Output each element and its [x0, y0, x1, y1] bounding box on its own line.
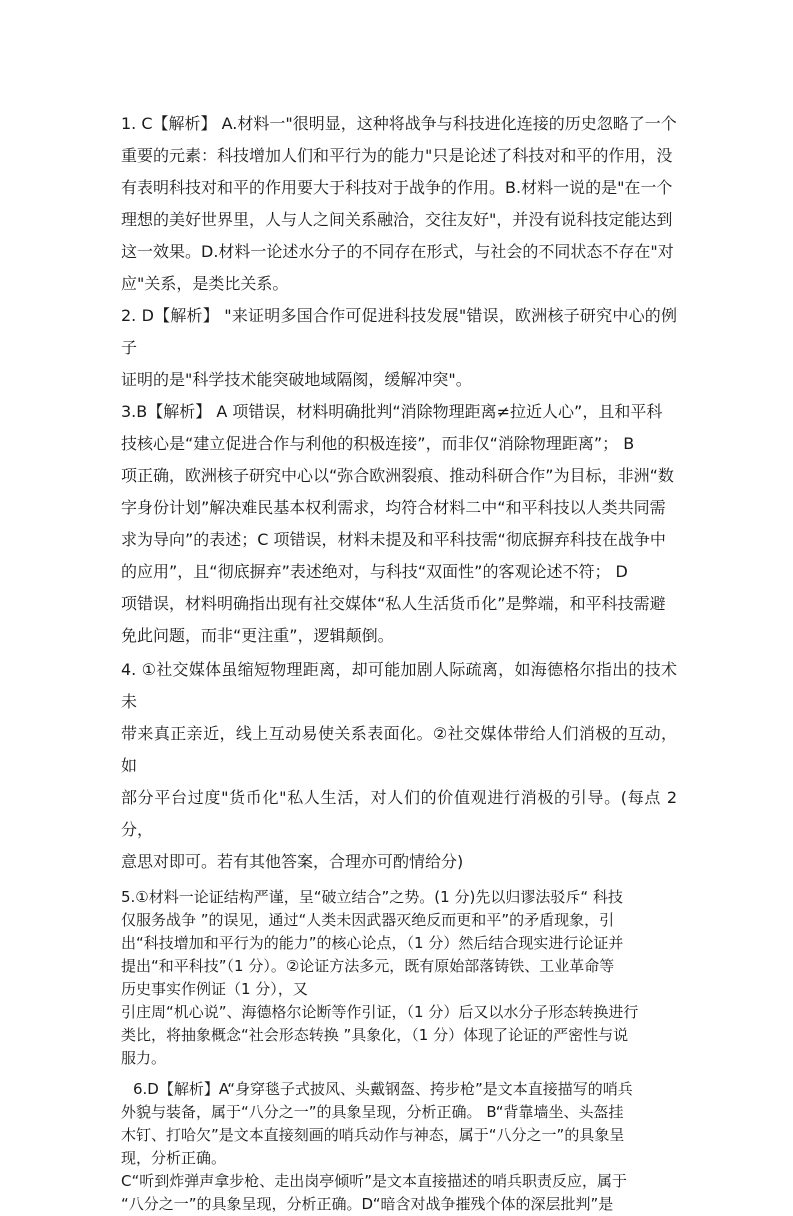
answer-document — [121, 108, 677, 1216]
answer-1 — [121, 108, 677, 300]
answer-6 — [121, 1078, 677, 1216]
answer-3-line: 字身份计划”解决难民基本权利需求，均符合材料二中“和平科技以人类共同需 — [121, 498, 666, 517]
answer-1-line: 1. C【解析】 A.材料一"很明显，这种将战争与科技进化连接的历史忽略了一个 — [121, 114, 677, 133]
answer-1-line: 应"关系，是类比关系。 — [121, 274, 289, 293]
answer-4-line: 带来真正亲近，线上互动易使关系表面化。②社交媒体带给人们消极的互动，如 — [121, 724, 677, 775]
answer-3-line: 技核心是“建立促进合作与利他的积极连接”，而非仅“消除物理距离”； B — [121, 434, 635, 453]
answer-5-line: 出“科技增加和平行为的能力”的核心论点，（1 分）然后结合现实进行论证并 — [121, 934, 624, 952]
answer-6-line: 外貌与装备，属于“八分之一”的具象呈现，分析正确。 B“背靠墙坐、头盔挂 — [121, 1103, 624, 1121]
answer-6-line: 现，分析正确。 — [121, 1149, 227, 1167]
answer-4-line: 部分平台过度"货币化"私人生活，对人们的价值观进行消极的引导。(每点 2分， — [121, 788, 677, 839]
answer-6-line: “八分之一”的具象呈现，分析正确。D“暗含对战争摧残个体的深层批判”是 — [121, 1195, 614, 1213]
answer-1-line: 有表明科技对和平的作用要大于科技对于战争的作用。B.材料一说的是"在一个 — [121, 178, 673, 197]
answer-5-line: 类比，将抽象概念“社会形态转换 ”具象化，（1 分）体现了论证的严密性与说 — [121, 1026, 629, 1044]
answer-6-line: C“听到炸弹声拿步枪、走出岗亭倾听”是文本直接描述的哨兵职责反应，属于 — [121, 1172, 628, 1190]
answer-1-line: 理想的美好世界里，人与人之间关系融洽，交往友好"，并没有说科技定能达到 — [121, 210, 673, 229]
answer-3 — [121, 396, 677, 652]
answer-3-line: 项正确，欧洲核子研究中心以“弥合欧洲裂痕、推动科研合作”为目标，非洲“数 — [121, 466, 674, 485]
answer-6-line: 6.D【解析】A“身穿毯子式披风、头戴钢盔、挎步枪”是文本直接描写的哨兵 — [133, 1080, 633, 1098]
answer-4 — [121, 654, 677, 878]
answer-5-line: 服力。 — [121, 1049, 167, 1067]
answer-6-line: 木钉、打哈欠”是文本直接刻画的哨兵动作与神态，属于“八分之一”的具象呈 — [121, 1126, 625, 1144]
answer-5-line: 引庄周“机心说”、海德格尔论断等作引证，（1 分）后又以水分子形态转换进行 — [121, 1003, 639, 1021]
answer-3-line: 3.B【解析】 A 项错误，材料明确批判“消除物理距离≠拉近人心”，且和平科 — [121, 402, 663, 421]
answer-5-line: 提出“和平科技”（1 分）。②论证方法多元，既有原始部落铸铁、工业革命等 — [121, 957, 615, 975]
answer-3-line: 的应用”，且“彻底摒弃”表述绝对，与科技“双面性”的客观论述不符； D — [121, 562, 628, 581]
answer-2 — [121, 300, 677, 396]
answer-1-line: 重要的元素：科技增加人们和平行为的能力"只是论述了科技对和平的作用，没 — [121, 146, 673, 165]
answer-3-line: 免此问题，而非“更注重”，逻辑颠倒。 — [121, 626, 394, 645]
answer-5-line: 历史事实作例证（1 分），又 — [121, 980, 308, 998]
answer-1-line: 这一效果。D.材料一论述水分子的不同存在形式，与社会的不同状态不存在"对 — [121, 242, 674, 261]
answer-2-line: 证明的是"科学技术能突破地域隔阂，缓解冲突"。 — [121, 370, 472, 389]
answer-5-line: 仅服务战争 ”的误见，通过“人类未因武器灭绝反而更和平”的矛盾现象，引 — [121, 911, 615, 929]
answer-4-line: 意思对即可。若有其他答案，合理亦可酌情给分) — [121, 852, 464, 871]
answer-4-line: 4. ①社交媒体虽缩短物理距离，却可能加剧人际疏离，如海德格尔指出的技术未 — [121, 660, 677, 711]
answer-5 — [121, 886, 677, 1070]
answer-3-line: 项错误，材料明确指出现有社交媒体“私人生活货币化”是弊端，和平科技需避 — [121, 594, 666, 613]
answer-2-line: 2. D【解析】 "来证明多国合作可促进科技发展"错误，欧洲核子研究中心的例子 — [121, 306, 677, 357]
answer-3-line: 求为导向”的表述；C 项错误，材料未提及和平科技需“彻底摒弃科技在战争中 — [121, 530, 666, 549]
answer-5-line: 5.①材料一论证结构严谨，呈“破立结合”之势。(1 分)先以归谬法驳斥“ 科技 — [121, 888, 623, 906]
